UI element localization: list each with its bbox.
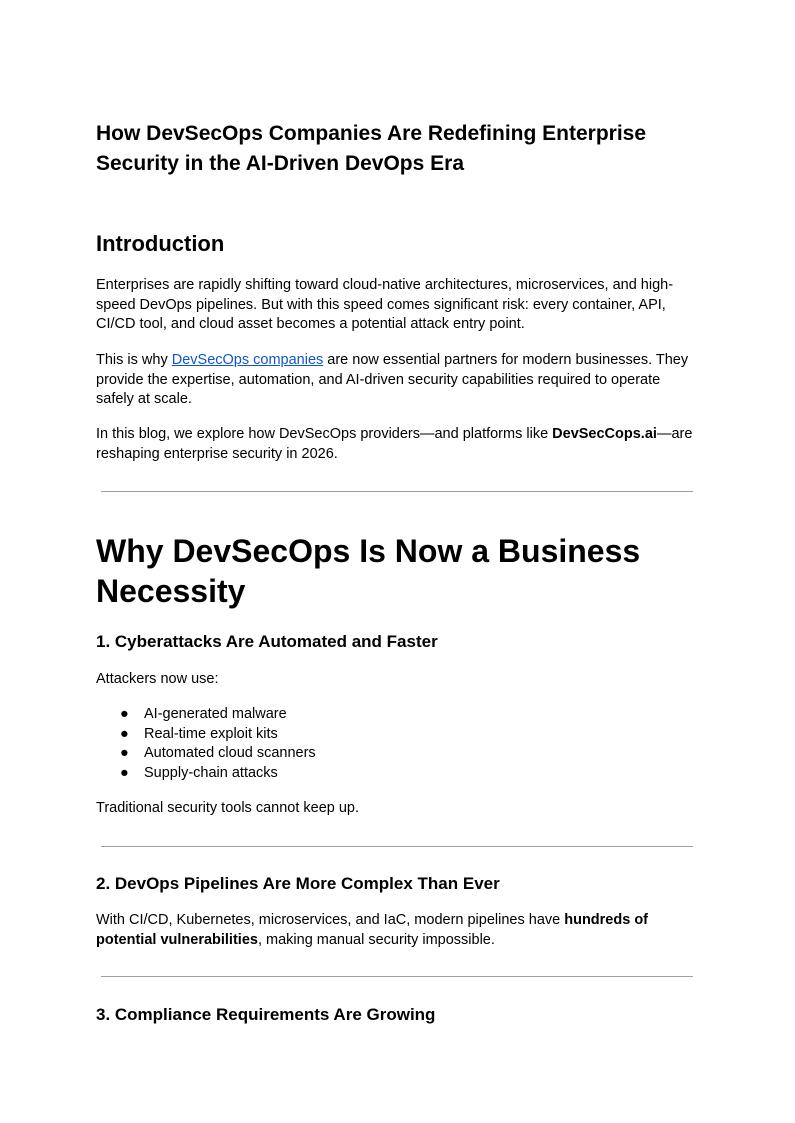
- devsecops-companies-link[interactable]: DevSecOps companies: [171, 352, 324, 368]
- intro-p3-text-end: —are reshaping enterprise security in 2026.: [96, 426, 693, 462]
- bullet-icon: ●: [120, 745, 129, 761]
- bullet-icon: ●: [120, 764, 129, 781]
- section-1-closing: Traditional security tools cannot keep up.: [96, 800, 360, 816]
- list-item: [96, 725, 316, 745]
- why-devsecops-heading: Why DevSecOps Is Now a Business Necessity: [96, 533, 641, 609]
- section-2-text-start: With CI/CD, Kubernetes, microservices, and IaC, modern pipelines have: [96, 912, 565, 928]
- introduction-heading: Introduction: [96, 231, 225, 256]
- list-item-text: Supply-chain attacks: [144, 764, 278, 781]
- list-item-text: Automated cloud scanners: [144, 745, 316, 761]
- horizontal-rule: [101, 846, 693, 847]
- list-item: [96, 705, 316, 725]
- section-1-heading: 1. Cyberattacks Are Automated and Faster: [96, 632, 438, 651]
- intro-p2-text-start: This is why: [96, 352, 172, 368]
- bullet-icon: ●: [120, 706, 129, 722]
- list-item-text: AI-generated malware: [144, 706, 287, 722]
- devseccops-brand-text: DevSecCops.ai: [552, 426, 657, 442]
- list-item: [96, 764, 316, 784]
- list-item-text: Real-time exploit kits: [144, 725, 278, 742]
- horizontal-rule: [101, 491, 693, 492]
- intro-paragraph-3: [96, 425, 698, 464]
- section-3-heading: 3. Compliance Requirements Are Growing: [96, 1005, 436, 1024]
- section-1-lead: Attackers now use:: [96, 671, 219, 687]
- intro-paragraph-2: [96, 351, 698, 410]
- intro-p2-text-end: are now essential partners for modern businesses. They provide the expertise, automation, and AI-driven security capabilities required to operate safely at scale.: [96, 352, 689, 407]
- bullet-icon: ●: [120, 725, 129, 742]
- section-2-text-end: , making manual security impossible.: [257, 931, 495, 948]
- list-item: [96, 744, 316, 764]
- intro-p3-text-start: In this blog, we explore how DevSecOps providers—and platforms like: [96, 426, 553, 442]
- intro-paragraph-1: Enterprises are rapidly shifting toward cloud-native architectures, microservices, and high-speed DevOps pipelines. But with this speed comes significant risk: every container, API, CI/CD tool, and cloud asset becomes a potential attack entry point.: [96, 277, 674, 332]
- attack-methods-list: [96, 705, 316, 783]
- document-title: How DevSecOps Companies Are Redefining Enterprise Security in the AI-Driven DevOps Era: [96, 122, 647, 175]
- section-2-paragraph: [96, 911, 698, 950]
- section-2-bold-text: hundreds of potential vulnerabilities: [96, 912, 649, 948]
- section-2-heading: 2. DevOps Pipelines Are More Complex Than Ever: [96, 874, 500, 893]
- horizontal-rule: [101, 976, 693, 977]
